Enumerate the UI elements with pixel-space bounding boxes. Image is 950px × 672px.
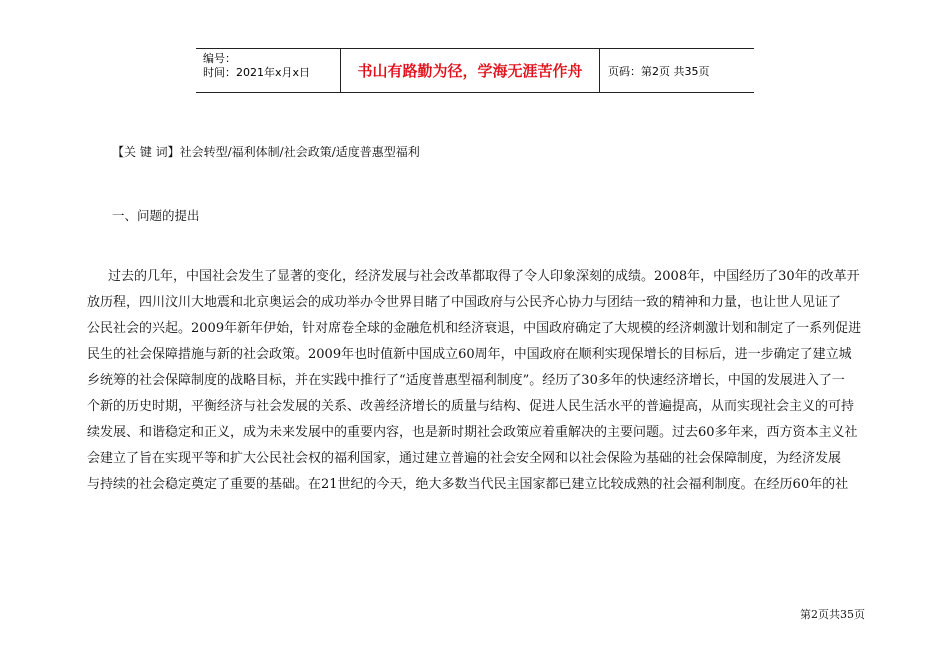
- header-page-info: 页码：第2页 共35页: [608, 64, 710, 78]
- paragraph-line: 个新的历史时期，平衡经济与社会发展的关系、改善经济增长的质量与结构、促进人民生活水平的普遍提高，从而实现社会主义的可持: [87, 399, 855, 414]
- paragraph-line: 过去的几年，中国社会发生了显著的变化，经济发展与社会改革都取得了令人印象深刻的成绩。2008年，中国经历了30年的改革开: [108, 269, 860, 284]
- document-date: 时间：2021年x月x日: [203, 66, 311, 79]
- section-title: 一、问题的提出: [112, 208, 200, 223]
- page-header: [196, 48, 754, 93]
- header-motto: 书山有路勤为径，学海无涯苦作舟: [340, 49, 600, 92]
- paragraph-line: 公民社会的兴起。2009年新年伊始，针对席卷全球的金融危机和经济衰退，中国政府确定了大规模的经济刺激计划和制定了一系列促进: [87, 321, 862, 336]
- document-number-label: 编号：: [203, 52, 236, 65]
- paragraph-line: 与持续的社会稳定奠定了重要的基础。在21世纪的今天，绝大多数当代民主国家都已建立比较成熟的社会福利制度。在经历60年的社: [87, 477, 849, 492]
- paragraph-line: 放历程，四川汶川大地震和北京奥运会的成功举办令世界目睹了中国政府与公民齐心协力与团结一致的精神和力量，也让世人见证了: [87, 295, 842, 310]
- paragraph-line: 续发展、和谐稳定和正义，成为未来发展中的重要内容，也是新时期社会政策应着重解决的主要问题。过去60多年来，西方资本主义社: [87, 425, 858, 440]
- paragraph-line: 乡统筹的社会保障制度的战略目标，并在实践中推行了“适度普惠型福利制度”。经历了30多年的快速经济增长，中国的发展进入了一: [87, 373, 845, 388]
- page-footer-number: 第2页共35页: [800, 608, 865, 621]
- paragraph-line: 民生的社会保障措施与新的社会政策。2009年也时值新中国成立60周年，中国政府在顺利实现保增长的目标后，进一步确定了建立城: [87, 347, 852, 362]
- header-meta: [196, 49, 340, 92]
- keywords-line: 【关 键 词】社会转型/福利体制/社会政策/适度普惠型福利: [112, 145, 420, 159]
- body-paragraph: [87, 264, 877, 498]
- paragraph-line: 会建立了旨在实现平等和扩大公民社会权的福利国家，通过建立普遍的社会安全网和以社会保险为基础的社会保障制度，为经济发展: [87, 451, 842, 466]
